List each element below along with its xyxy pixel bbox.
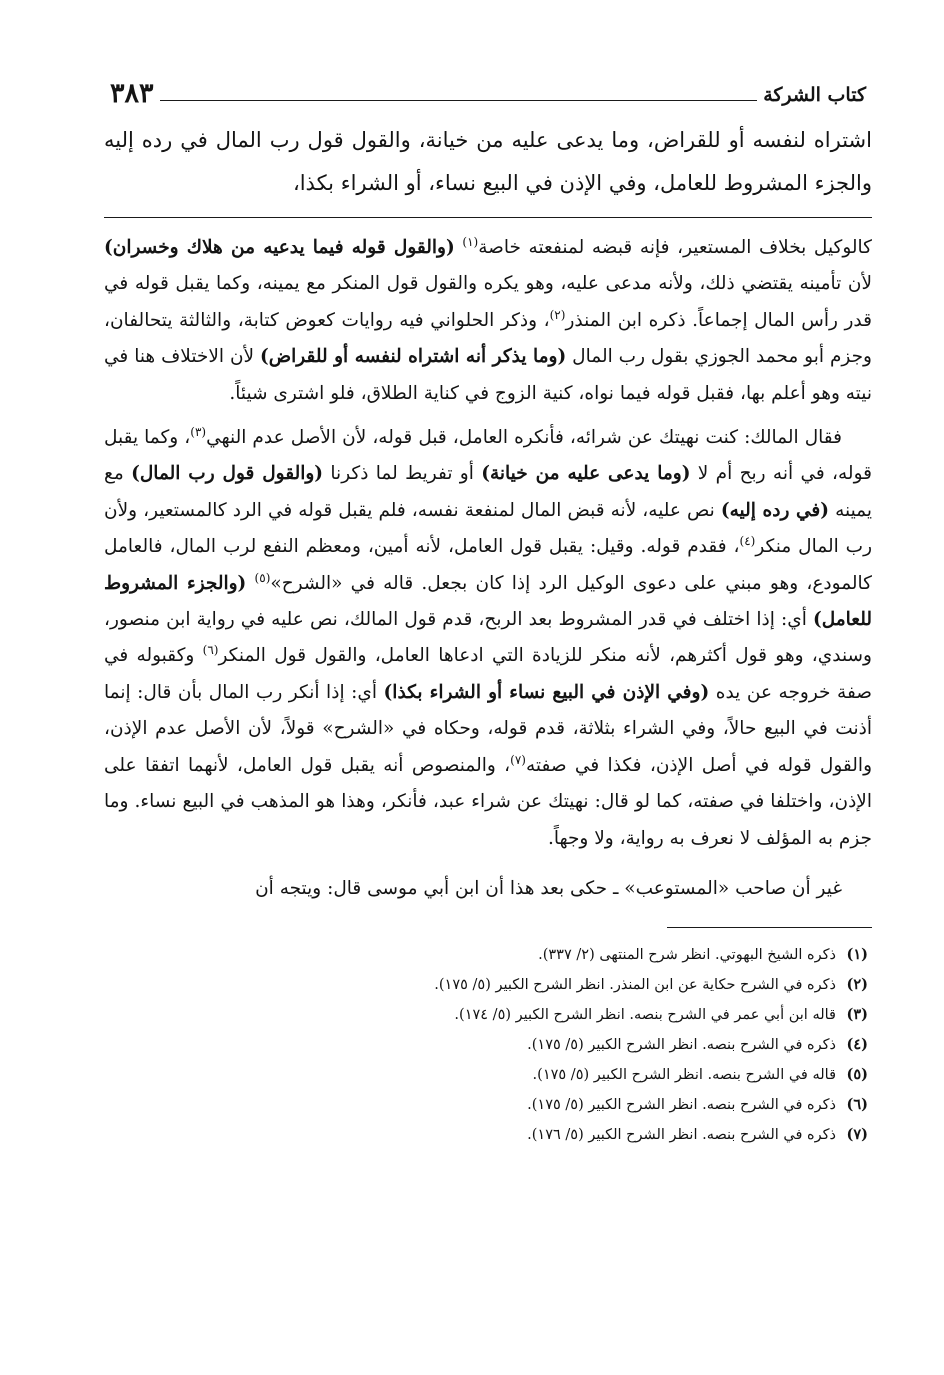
- quoted-matn: (وما يذكر أنه اشتراه لنفسه أو للقراض): [260, 346, 567, 368]
- page-number: ٣٨٣: [104, 78, 160, 110]
- footnote-ref-6[interactable]: (٦): [202, 643, 219, 658]
- quoted-matn: (وما يدعى عليه من خيانة): [481, 463, 691, 485]
- commentary-paragraph-1: كالوكيل بخلاف المستعير، فإنه قبضه لمنفعته خاصة$^{(١)}$ (والقول قوله فيما يدعيه من هلاك وخسران) لأن تأمينه يقتضي ذلك، ولأنه مدعى عليه، وهو يكره والقول قول المنكر مع يمينه، وكما يقبل قوله في قدر رأس المال إجماعاً. ذكره ابن المنذر$^{(٢)}$، وذكر الحلواني فيه روايات كعوض كتابة، والثالثة يتحالفان، وجزم أبو محمد الجوزي بقول رب المال (وما يذكر أنه اشتراه لنفسه أو للقراض) لأن الاختلاف هنا في نيته وهو أعلم بها، فقبل قوله فيما نواه، كنية الزوج في كناية الطلاق، فلو اشترى شيئاً.: [104, 234, 872, 404]
- footnote-ref-4[interactable]: (٤): [739, 534, 756, 549]
- running-header: [104, 58, 872, 109]
- quoted-matn: (والقول قوله فيما يدعيه من هلاك وخسران): [104, 237, 455, 258]
- quoted-matn: (والقول قول رب المال): [131, 463, 324, 485]
- footnote-item: (٧)ذكره في الشرح بنصه. انظر الشرح الكبير (٥/ ١٧٦).: [527, 1126, 868, 1144]
- commentary-paragraph-2: فقال المالك: كنت نهيتك عن شرائه، فأنكره العامل، قبل قوله، لأن الأصل عدم النهي$^{(٣)}$، وكما يقبل قوله، في أنه ربح أم لا (وما يدعى عليه من خيانة) أو تفريط لما ذكرنا (والقول قول رب المال) مع يمينه (في رده إليه) نص عليه، لأنه قبض المال لمنفعة نفسه، فلم يقبل قوله في الرد كالمستعير، ولأن رب المال منكر$^{(٤)}$، فقدم قوله. وقيل: يقبل قول العامل، لأنه أمين، ومعظم النفع لرب المال، فالعامل كالمودع، وهو مبني على دعوى الوكيل الرد إذا كان بجعل. قاله في «الشرح»$^{(٥)}$ (والجزء المشروط للعامل) أي: إذا اختلف في قدر المشروط بعد الربح، قدم قول المالك، نص عليه في رواية ابن منصور، وسندي، وهو قول أكثرهم، لأنه منكر للزيادة التي ادعاها العامل، والقول قول المنكر$^{(٦)}$ وكقبوله في صفة خروجه عن يده (وفي الإذن في البيع نساء أو الشراء بكذا) أي: إذا أنكر رب المال بأن قال: إنما أذنت في البيع حالاً، وفي الشراء بثلاثة، قدم قوله، وحكاه في «الشرح» قولاً، لأن الأصل عدم الإذن، والقول قوله في أصل الإذن، فكذا في صفته$^{(٧)}$، والمنصوص أنه يقبل قول العامل، لأنهما اتفقا على الإذن، واختلفا في صفته، كما لو قال: نهيتك عن شراء عبد، فأنكر، وهذا هو المذهب في البيع نساء. وما جزم به المؤلف لا نعرف به رواية، ولا وجهاً.: [104, 424, 873, 849]
- quoted-matn: (وفي الإذن في البيع نساء أو الشراء بكذا): [383, 681, 710, 703]
- commentary: [104, 230, 872, 907]
- footnote-ref-3[interactable]: (٣): [190, 424, 207, 439]
- footnote-ref-7[interactable]: (٧): [510, 752, 526, 767]
- footnote-item: (١)ذكره الشيخ البهوتي. انظر شرح المنتهى (٢/ ٣٣٧).: [538, 946, 868, 964]
- footnote-ref-1[interactable]: (١): [462, 234, 479, 249]
- footnote-item: (٦)ذكره في الشرح بنصه. انظر الشرح الكبير (٥/ ١٧٥).: [527, 1096, 868, 1114]
- footnote-item: (٥)قاله في الشرح بنصه. انظر الشرح الكبير (٥/ ١٧٥).: [532, 1066, 868, 1084]
- commentary-paragraph-3: غير أن صاحب «المستوعب» ـ حكى بعد هذا أن ابن أبي موسى قال: ويتجه أن: [255, 877, 842, 899]
- footnotes: [104, 940, 872, 1150]
- main-text: اشتراه لنفسه أو للقراض، وما يدعى عليه من خيانة، والقول قول رب المال في رده إليه والجزء المشروط للعامل، وفي الإذن في البيع نساء، أو الشراء بكذا،: [104, 119, 872, 218]
- footnote-item: (٤)ذكره في الشرح بنصه. انظر الشرح الكبير (٥/ ١٧٥).: [527, 1036, 868, 1054]
- footnote-ref-2[interactable]: (٢): [549, 307, 566, 322]
- footnote-item: (٣)قاله ابن أبي عمر في الشرح بنصه. انظر الشرح الكبير (٥/ ١٧٤).: [454, 1006, 868, 1024]
- quoted-matn: (في رده إليه): [720, 499, 830, 521]
- chapter-title: كتاب الشركة: [757, 84, 872, 110]
- footnote-ref-5[interactable]: (٥): [254, 570, 271, 585]
- footnote-item: (٢)ذكره في الشرح حكاية عن ابن المنذر. انظر الشرح الكبير (٥/ ١٧٥).: [434, 976, 868, 994]
- book-page: [104, 58, 872, 1150]
- footnote-separator: [667, 927, 872, 928]
- quoted-matn: (والجزء المشروط للعامل): [104, 572, 872, 631]
